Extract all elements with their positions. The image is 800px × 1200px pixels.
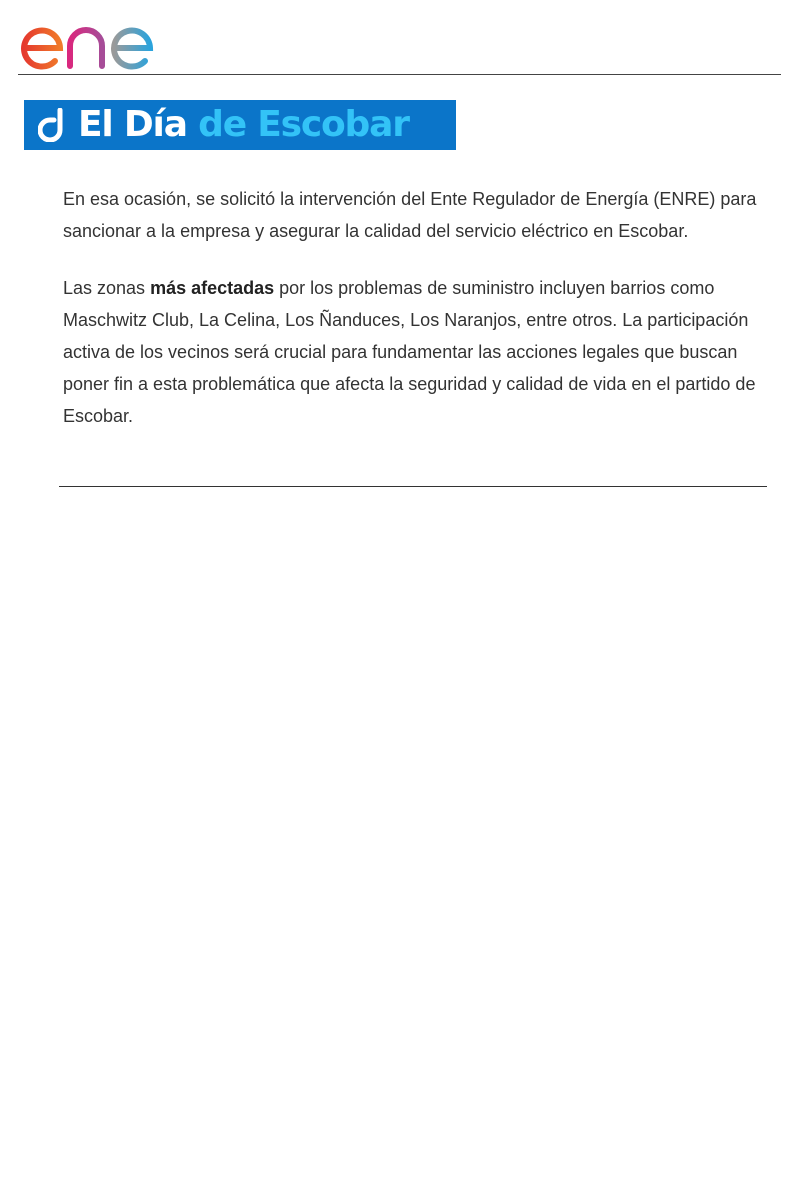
brand-title-part2: de Escobar bbox=[198, 104, 409, 145]
header-divider bbox=[18, 74, 781, 75]
el-dia-d-mark-icon bbox=[38, 108, 68, 142]
article-bottom-divider bbox=[59, 486, 767, 487]
enel-logo bbox=[18, 6, 190, 70]
article-paragraph-2 bbox=[63, 272, 763, 432]
paragraph-2-rest: por los problemas de suministro incluyen barrios como Maschwitz Club, La Celina, Los Ñanduces, Los Naranjos, entre otros. La participación activa de los vecinos será crucial para fundamentar las acciones legales que buscan poner fin a esta problemática que afecta la seguridad y calidad de vida en el partido de Escobar. bbox=[63, 278, 756, 426]
article-paragraph-1: En esa ocasión, se solicitó la intervención del Ente Regulador de Energía (ENRE) para sancionar a la empresa y asegurar la calidad del servicio eléctrico en Escobar. bbox=[63, 189, 757, 241]
el-dia-de-escobar-banner bbox=[24, 100, 456, 150]
article-body bbox=[63, 183, 763, 457]
paragraph-2-lead: Las zonas bbox=[63, 278, 151, 298]
brand-title-part1: El Día bbox=[78, 104, 187, 145]
paragraph-2-emphasis: más afectadas bbox=[150, 278, 275, 298]
